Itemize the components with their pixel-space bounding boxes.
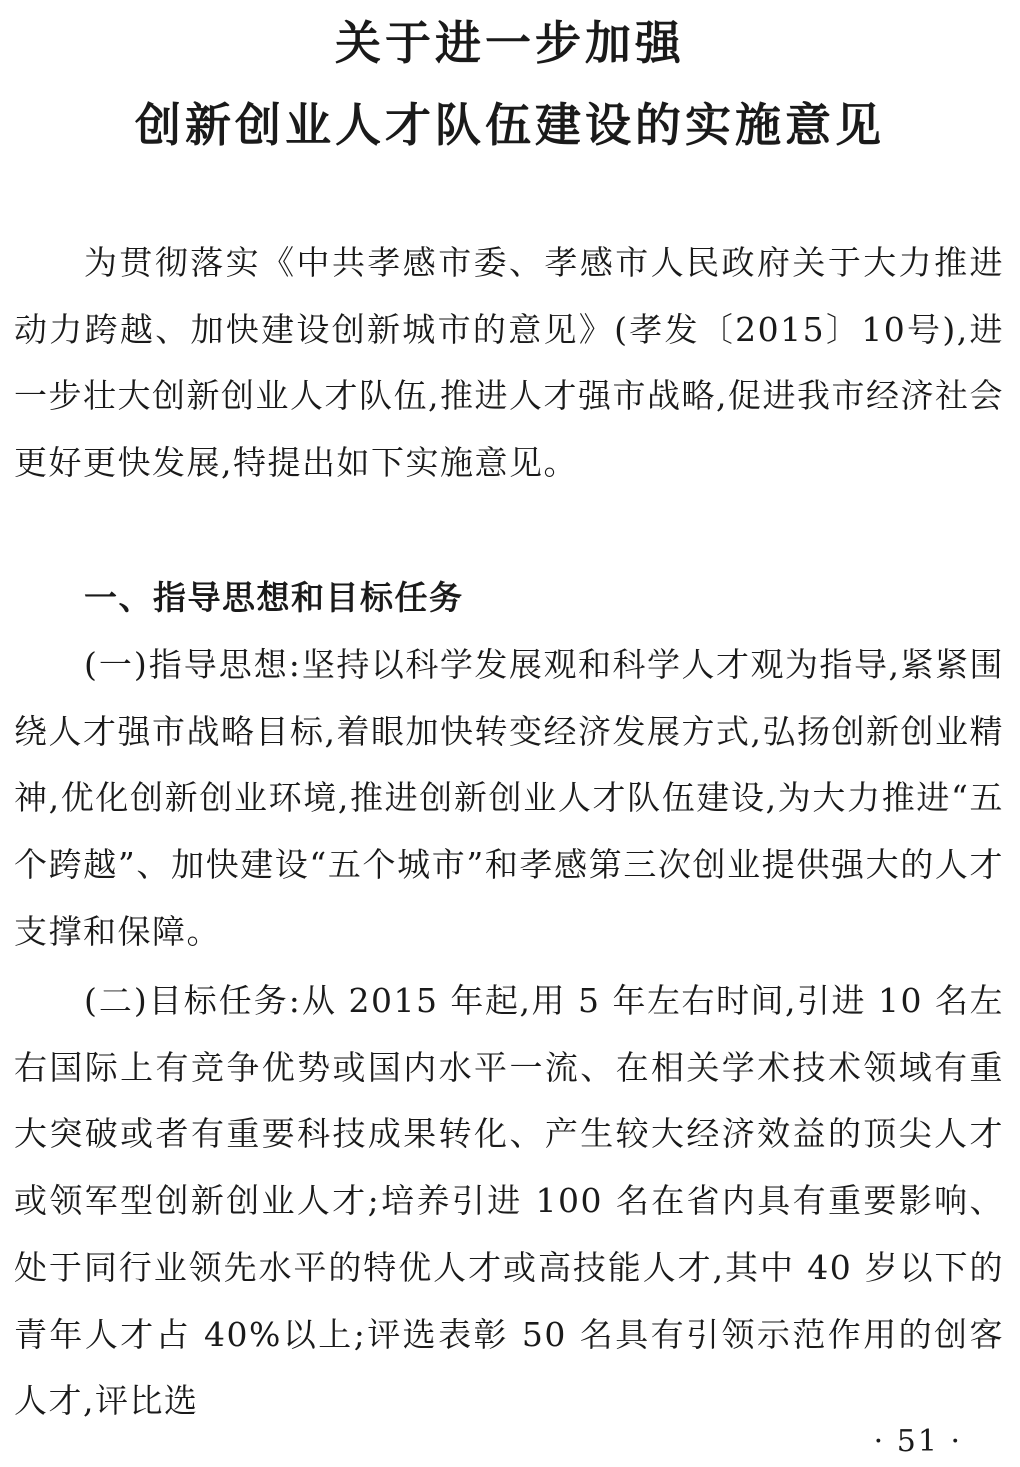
intro-paragraph: 为贯彻落实《中共孝感市委、孝感市人民政府关于大力推进动力跨越、加快建设创新城市的意见》(孝发〔2015〕10号),进一步壮大创新创业人才队伍,推进人才强市战略,促进我市经济社会更好更快发展,特提出如下实施意见。: [14, 243, 1004, 483]
document-title-line-1: 关于进一步加强: [335, 16, 685, 70]
page-number: · 51 ·: [873, 1424, 962, 1459]
section-heading-1: 一、指导思想和目标任务: [84, 578, 464, 617]
guiding-ideology-label: (一)指导思想:: [84, 645, 302, 684]
target-tasks-paragraph: [14, 968, 1004, 1435]
guiding-ideology-paragraph: [14, 632, 1004, 966]
target-tasks-label: (二)目标任务:: [84, 981, 302, 1020]
target-tasks-text: 从 2015 年起,用 5 年左右时间,引进 10 名左右国际上有竞争优势或国内水平一流、在相关学术技术领域有重大突破或者有重要科技成果转化、产生较大经济效益的顶尖人才或领军型创新创业人才;培养引进 100 名在省内具有重要影响、处于同行业领先水平的特优人才或高技能人才,其中 40 岁以下的青年人才占 40%以上;评选表彰 50 名具有引领示范作用的创客人才,评比选: [14, 981, 1005, 1421]
document-title-line-2: 创新创业人才队伍建设的实施意见: [135, 98, 885, 152]
guiding-ideology-text: 坚持以科学发展观和科学人才观为指导,紧紧围绕人才强市战略目标,着眼加快转变经济发展方式,弘扬创新创业精神,优化创新创业环境,推进创新创业人才队伍建设,为大力推进“五个跨越”、加快建设“五个城市”和孝感第三次创业提供强大的人才支撑和保障。: [14, 645, 1004, 951]
